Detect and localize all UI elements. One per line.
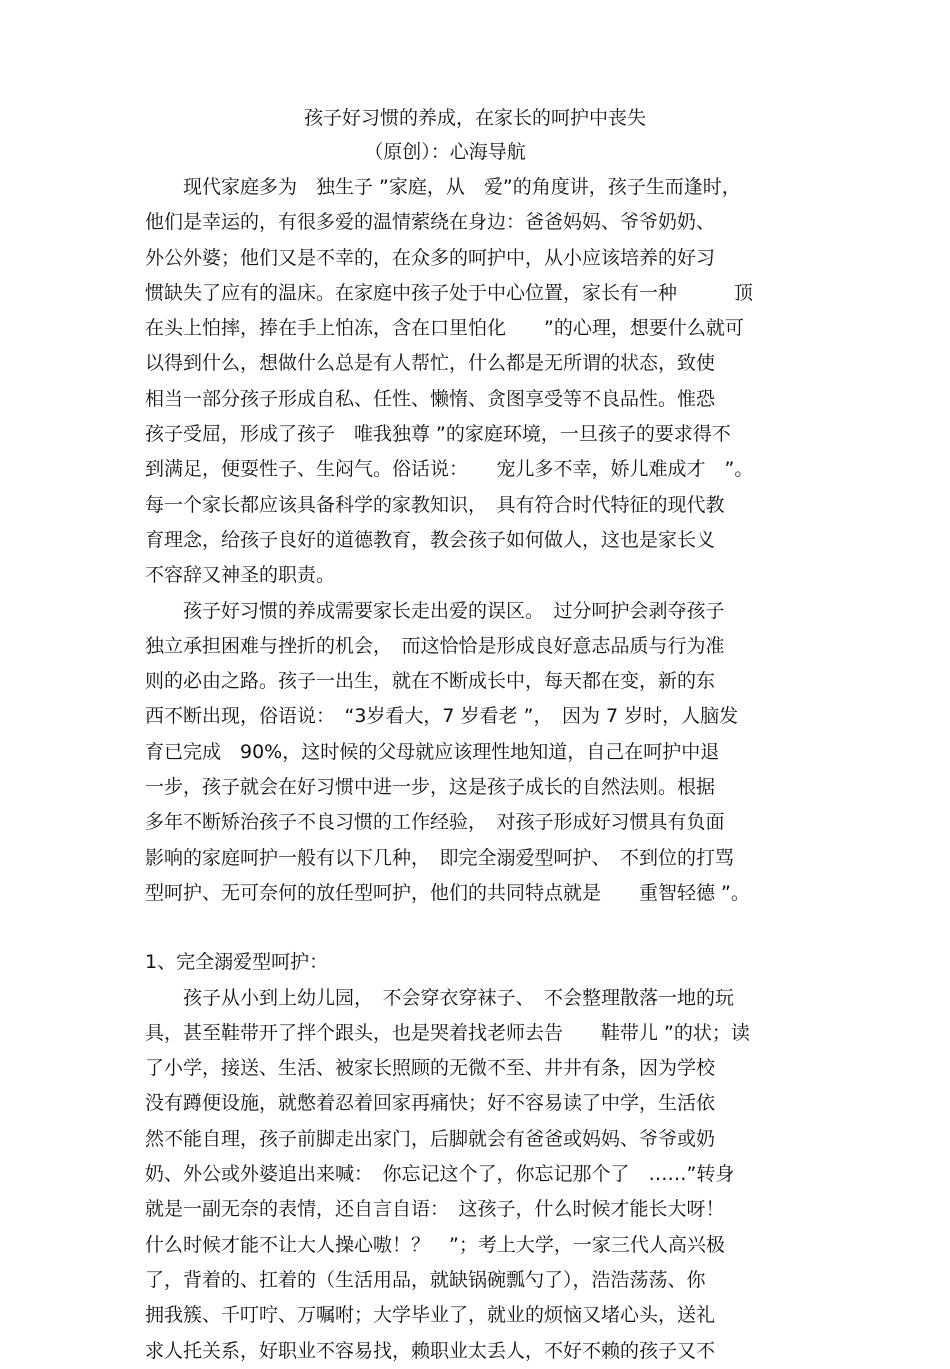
- text-line: 他们是幸运的，有很多爱的温情萦绕在身边：爸爸妈妈、爷爷奶奶、: [145, 211, 716, 234]
- text-line: 什么时候才能不让大人操心嗷！？ ”；考上大学，一家三代人高兴极: [145, 1233, 725, 1256]
- text-line: 相当一部分孩子形成自私、任性、懒惰、贪图享受等不良品性。惟恐: [145, 387, 716, 410]
- text-line: 到满足，便耍性子、生闷气。俗话说： 宠儿多不幸，娇儿难成才 ”。: [145, 458, 754, 481]
- text-line: 就是一副无奈的表情，还自言自语： 这孩子，什么时候才能长大呀！: [145, 1198, 725, 1221]
- text-line: 育已完成 90%，这时候的父母就应该理性地知道，自己在呵护中退: [145, 740, 720, 763]
- text-line: 则的必由之路。孩子一出生，就在不断成长中，每天都在变，新的东: [145, 670, 716, 693]
- text-line: 多年不断矫治孩子不良习惯的工作经验， 对孩子形成好习惯具有负面: [145, 811, 725, 834]
- text-line: 没有蹲便设施，就憋着忍着回家再痛快；好不容易读了中学，生活依: [145, 1092, 716, 1115]
- document-body: [145, 170, 825, 1369]
- text-line: 外公外婆；他们又是不幸的，在众多的呵护中，从小应该培养的好习: [145, 246, 716, 269]
- text-line: 每一个家长都应该具备科学的家教知识， 具有符合时代特征的现代教: [145, 493, 725, 516]
- paragraph-gap: [145, 911, 825, 945]
- text-line: 具，甚至鞋带开了拌个跟头，也是哭着找老师去告 鞋带儿 ”的状；读: [145, 1021, 750, 1044]
- text-line: 西不断出现，俗语说： “3岁看大，7 岁看老 ”， 因为 7 岁时，人脑发: [145, 705, 739, 728]
- text-line: 了小学，接送、生活、被家长照顾的无微不至、井井有条，因为学校: [145, 1057, 716, 1080]
- text-line: 拥我簇、千叮咛、万嘱咐；大学毕业了，就业的烦恼又堵心头，送礼: [145, 1304, 716, 1327]
- text-line: 求人托关系，好职业不容易找，赖职业太丢人，不好不赖的孩子又不: [145, 1339, 716, 1362]
- text-line: 型呵护、无可奈何的放任型呵护，他们的共同特点就是 重智轻德 ”。: [145, 881, 750, 904]
- text-line: 孩子受屈，形成了孩子 唯我独尊 ”的家庭环境，一旦孩子的要求得不: [145, 423, 731, 446]
- text-line: 孩子从小到上幼儿园， 不会穿衣穿袜子、 不会整理散落一地的玩: [145, 986, 735, 1009]
- text-line: 现代家庭多为 独生子 ”家庭，从 爱”的角度讲，孩子生而逢时，: [145, 176, 741, 198]
- text-line: 育理念，给孩子良好的道德教育，教会孩子如何做人，这也是家长义: [145, 528, 716, 551]
- text-line: 惯缺失了应有的温床。在家庭中孩子处于中心位置，家长有一种 顶: [145, 281, 754, 304]
- text-line: 影响的家庭呵护一般有以下几种， 即完全溺爱型呵护、 不到位的打骂: [145, 846, 735, 869]
- text-line: 独立承担困难与挫折的机会， 而这恰恰是形成良好意志品质与行为准: [145, 634, 725, 657]
- text-line: 不容辞又神圣的职责。: [145, 564, 336, 587]
- document-subtitle: （原创）：心海导航: [364, 141, 526, 163]
- text-line: 以得到什么，想做什么总是有人帮忙，什么都是无所谓的状态，致使: [145, 352, 716, 375]
- text-line: 然不能自理，孩子前脚走出家门，后脚就会有爸爸或妈妈、爷爷或奶: [145, 1127, 716, 1150]
- text-line: 孩子好习惯的养成需要家长走出爱的误区。 过分呵护会剥夺孩子: [145, 599, 725, 622]
- text-line: 一步，孩子就会在好习惯中进一步，这是孩子成长的自然法则。根据: [145, 776, 716, 799]
- text-line: 奶、外公或外婆追出来喊： 你忘记这个了，你忘记那个了 ……”转身: [145, 1163, 735, 1186]
- text-line: 在头上怕摔，捧在手上怕冻，含在口里怕化 ”的心理，想要什么就可: [145, 317, 744, 340]
- text-line: 了，背着的、扛着的（生活用品，就缺锅碗瓢勺了），浩浩荡荡、你: [145, 1268, 706, 1291]
- section-heading: 1、完全溺爱型呵护：: [145, 951, 329, 974]
- document-title: 孩子好习惯的养成，在家长的呵护中丧失: [303, 107, 646, 129]
